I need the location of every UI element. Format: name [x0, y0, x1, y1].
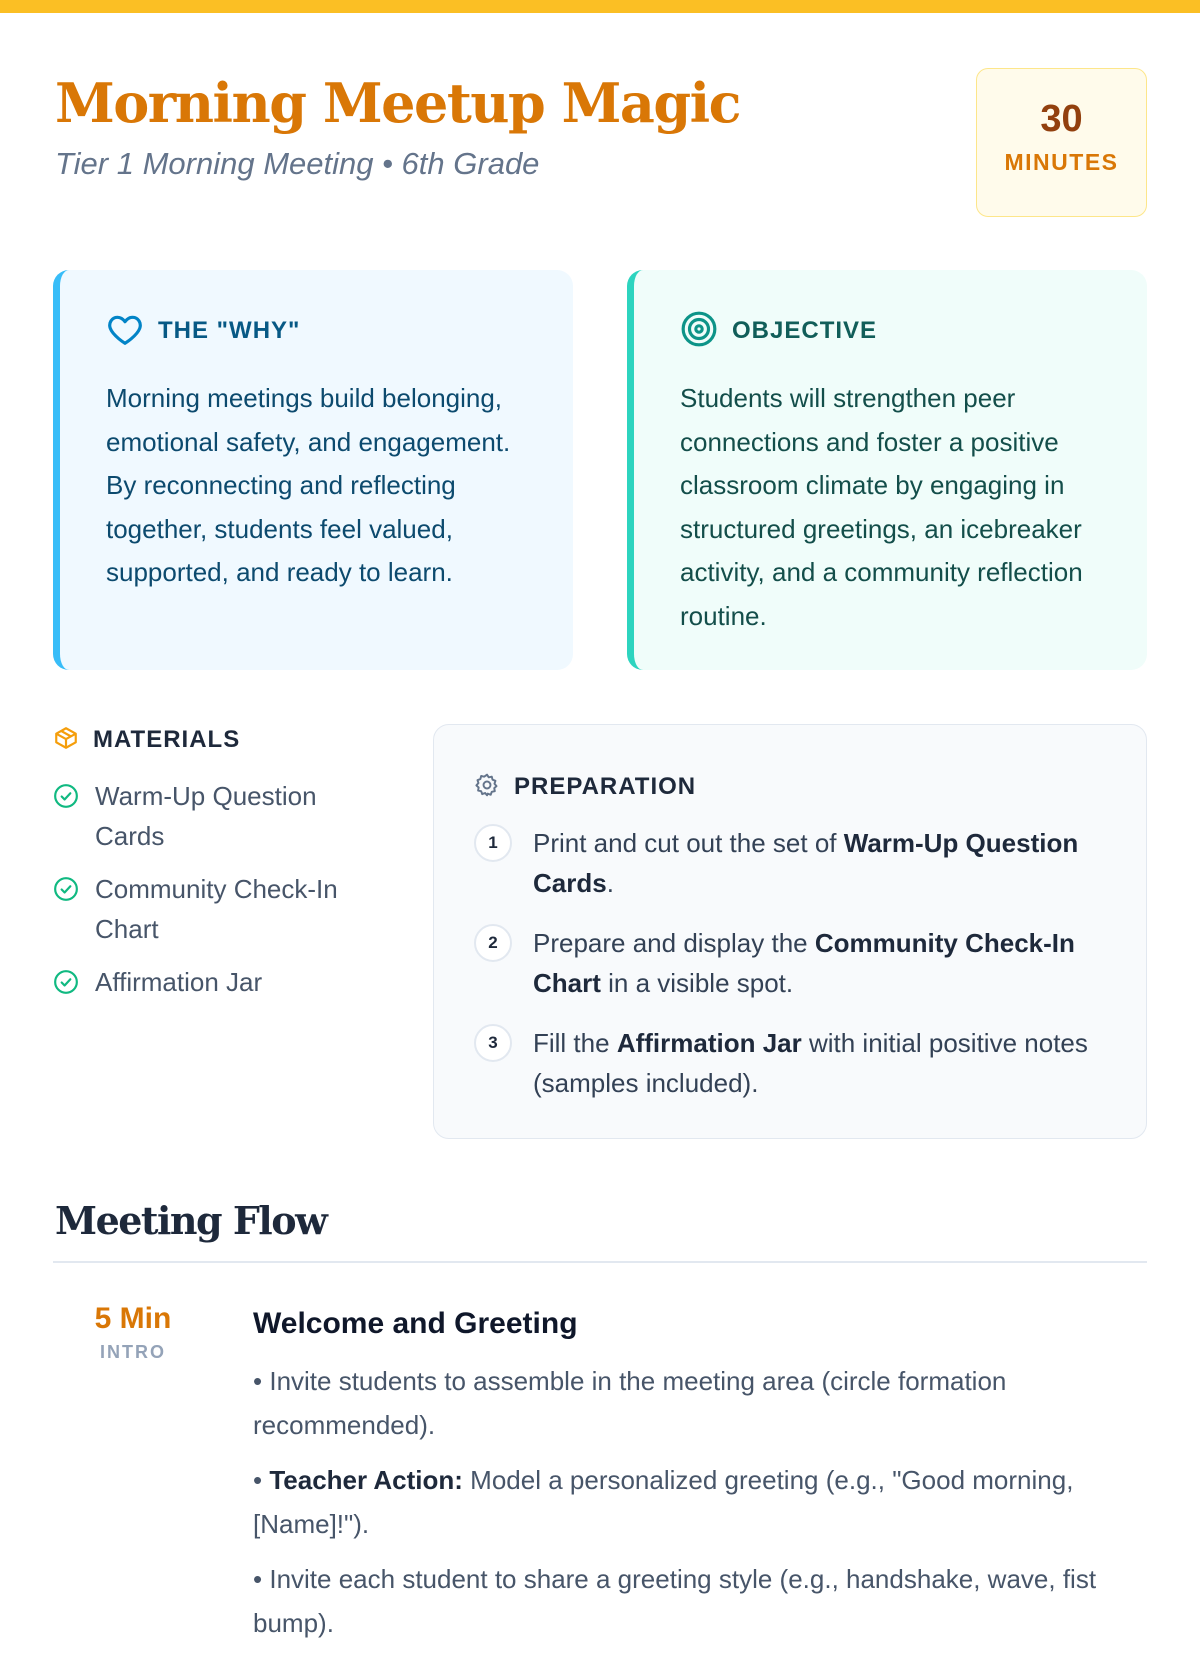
- step-tag: INTRO: [100, 1342, 166, 1362]
- material-label: Community Check-In Chart: [95, 874, 338, 944]
- target-icon: [680, 310, 718, 353]
- step-timing: [53, 1300, 213, 1363]
- check-circle-icon: [53, 962, 79, 1006]
- meeting-flow-title: Meeting Flow: [55, 1198, 327, 1243]
- step-number: 3: [474, 1024, 512, 1062]
- material-item: [53, 962, 393, 1006]
- box-icon: [53, 725, 79, 756]
- step-points: [253, 1360, 1147, 1645]
- material-item: [53, 776, 393, 856]
- objective-text: Students will strengthen peer connections and foster a positive classroom climate by engaging in structured greetings, an icebreaker activity, and a community reflection routine.: [680, 383, 1083, 631]
- check-circle-icon: [53, 776, 79, 856]
- step-number: 1: [474, 824, 512, 862]
- step-number: 2: [474, 924, 512, 962]
- preparation-label: PREPARATION: [514, 773, 697, 800]
- step-title: Welcome and Greeting: [253, 1307, 578, 1340]
- preparation-step: [474, 923, 1106, 1003]
- objective-card: [627, 270, 1147, 670]
- objective-label: OBJECTIVE: [732, 317, 878, 344]
- materials-list: [53, 776, 393, 1006]
- page-subtitle: Tier 1 Morning Meeting • 6th Grade: [55, 146, 540, 181]
- why-card: [53, 270, 573, 670]
- divider: [53, 1261, 1147, 1263]
- duration-unit: MINUTES: [1004, 149, 1119, 175]
- gear-icon: [474, 772, 500, 803]
- materials-label: MATERIALS: [93, 726, 241, 753]
- preparation-card: [433, 724, 1147, 1139]
- step-point: • Invite students to assemble in the meeting area (circle formation recommended).: [253, 1366, 1007, 1440]
- step-text: Fill the Affirmation Jar with initial positive notes (samples included).: [533, 1028, 1088, 1098]
- preparation-list: [474, 823, 1106, 1103]
- materials-section: [53, 722, 393, 1019]
- preparation-step: [474, 823, 1106, 903]
- step-text: Print and cut out the set of Warm-Up Question Cards.: [533, 828, 1079, 898]
- material-label: Warm-Up Question Cards: [95, 781, 317, 851]
- lesson-header: [55, 66, 1147, 216]
- why-label: THE "WHY": [158, 317, 301, 344]
- step-point: • Invite each student to share a greeting style (e.g., handshake, wave, fist bump).: [253, 1564, 1097, 1638]
- step-point: • Teacher Action: Model a personalized greeting (e.g., "Good morning, [Name]!").: [253, 1465, 1074, 1539]
- duration-badge: [976, 68, 1147, 217]
- material-item: [53, 869, 393, 949]
- step-duration: 5 Min: [94, 1302, 172, 1335]
- material-label: Affirmation Jar: [95, 967, 263, 997]
- heart-icon: [106, 310, 144, 353]
- accent-bar: [0, 0, 1200, 13]
- check-circle-icon: [53, 869, 79, 949]
- step-text: Prepare and display the Community Check-In Chart in a visible spot.: [533, 928, 1075, 998]
- step-body: [253, 1300, 1147, 1657]
- duration-value: 30: [1040, 98, 1083, 140]
- page-title: Morning Meetup Magic: [55, 71, 740, 135]
- why-text: Morning meetings build belonging, emotional safety, and engagement. By reconnecting and reflecting together, students feel valued, supported, and ready to learn.: [106, 383, 511, 587]
- preparation-step: [474, 1023, 1106, 1103]
